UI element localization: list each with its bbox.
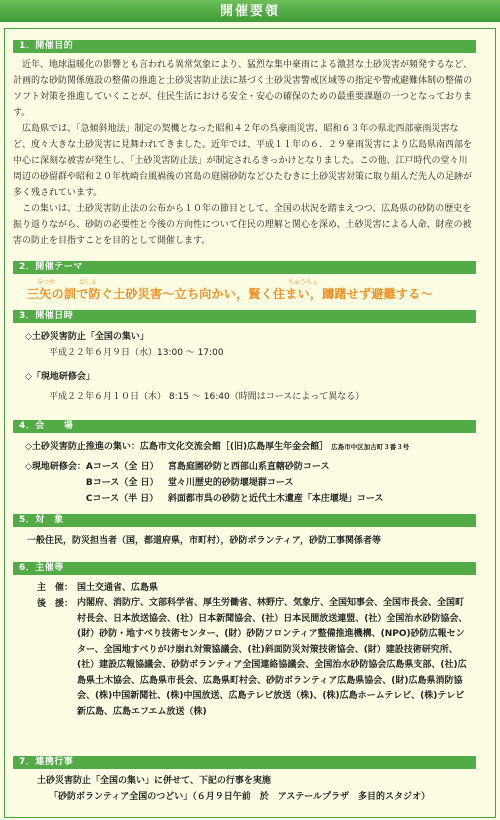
- section-organizers: [13, 562, 476, 720]
- event2-date: 平成２２年６月１０日（木） 8:15 〜 16:40（時間はコースによって異なる）: [49, 392, 365, 402]
- event2-name: ◇「現地研修会」: [25, 372, 95, 382]
- venue-address: 広島市中区加古町３番３号: [331, 443, 410, 451]
- support-label: 後 援：: [37, 599, 74, 609]
- section-purpose: [13, 40, 476, 249]
- venue-main: ◇土砂災害防止推進の集い：広島市文化交流会館［(旧)広島厚生年金会館］: [25, 442, 329, 452]
- ruby-mitsuya: みつや: [37, 279, 55, 286]
- course-desc: 斜面都市呉の砂防と近代土木遺産「本庄堰堤」コース: [167, 494, 384, 504]
- purpose-paragraph: 近年、地球温暖化の影響とも言われる異常気象により、猛烈な集中豪雨による激甚な土砂災害が頻発するなど、計画的な砂防関係施設の整備の推進と土砂災害防止法に基づく土砂災害警戒区域等の指定や警戒避難体制の整備のソフト対策を推進していくことが、住民生活における安全・安心の確保のための最重要課題の一つとなっております。: [13, 60, 473, 118]
- section-related-events: [13, 756, 476, 805]
- section-heading: 5．対 象: [13, 514, 476, 527]
- section-heading: 6．主催等: [13, 562, 476, 575]
- section-venue: [13, 420, 476, 507]
- host-text: 国土交通省、広島県: [77, 583, 159, 593]
- course-name: Bコース（全 日）: [85, 478, 159, 488]
- support-text: 内閣府、消防庁、文部科学省、厚生労働省、林野庁、気象庁、全国知事会、全国市長会、全国町村長会、日本放送協会、(社）日本新聞協会、(社）日本民間放送連盟、(社）全国治水砂防協会、(財）砂防・地すべり技術センター、(財）砂防フロンティア整備推進機構、(NPO)砂防広報センター、全国地すべりがけ崩れ対策協議会、(社)斜面防災対策技術協会、(財）建設技術研究所、(社）建設広報協議会、砂防ボランティア全国連絡協議会、全国治水砂防協会広島県支部、(社)広島県土木協会、広島県市長会、広島県町村会、砂防ボランティア広島県協会、(財)広島県消防協会、(株)中国新聞社、(株)中国放送、広島テレビ放送（株)、(株)広島ホームテレビ、(株)テレビ新広島、広島エフエム放送（株): [77, 598, 468, 717]
- event1-name: ◇土砂災害防止「全国の集い」: [25, 332, 149, 342]
- training-label: ◇現地研修会：: [25, 462, 86, 472]
- section-theme: [13, 261, 476, 308]
- section-target: [13, 514, 476, 549]
- section-datetime: [13, 310, 476, 405]
- section-heading: 3．開催日時: [13, 310, 476, 323]
- target-text: 一般住民，防災担当者（国，都道府県，市町村），砂防ボランティア，砂防工事関係者等: [27, 536, 382, 546]
- page-title: 開催要領: [219, 4, 280, 19]
- page-header: [0, 0, 500, 22]
- course-desc: 堂々川歴史的砂防堰堤群コース: [167, 478, 294, 488]
- section-heading: 7．連携行事: [13, 756, 476, 769]
- course-desc: 宮島庭園砂防と西部山系直轄砂防コース: [167, 462, 330, 472]
- purpose-paragraph: この集いは、土砂災害防止法の公布から１０年の節目として、全国の状況を踏まえつつ、広島県の砂防の歴史を振り返りながら、砂防の必要性と今後の方向性について住民の理解と関心を深め、土砂災害による人命、財産の被害の防止を目指すことを目的として開催します。: [13, 204, 472, 246]
- purpose-paragraph: 広島県では、「急傾斜地法」制定の契機となった昭和４２年の呉豪雨災害、昭和６３年の県北西部豪雨災害など、度々大きな土砂災害に見舞われてきました。近年では、平成１１年の６．２９豪雨災害により広島県南西部を中心に深刻な被害が発生し、「土砂災害防止法」が制定されるきっかけとなりました。この他、江戸時代の堂々川周辺の砂留群や昭和２０年枕崎台風禍後の宮島の庭園砂防などひたむきに土砂災害対策に取り組んだ先人の足跡が多く残されています。: [13, 124, 473, 198]
- host-label: 主 催：: [37, 583, 74, 593]
- organizer-table: [37, 580, 469, 720]
- related-event: 「砂防ボランティア全国のつどい」（６月９日午前 於 アステールプラザ 多目的スタジオ）: [49, 792, 431, 802]
- section-heading: 1．開催目的: [13, 40, 476, 53]
- event1-date: 平成２２年６月９日（水）13:00 〜 17:00: [49, 348, 224, 358]
- related-text: 土砂災害防止「全国の集い」に併せて、下記の行事を実施: [37, 776, 271, 786]
- section-heading: 2．開催テーマ: [13, 261, 476, 274]
- course-name: Aコース（全 日）: [85, 462, 159, 472]
- course-table: [25, 459, 383, 507]
- ruby-chucho: ちゅうちょ: [288, 279, 319, 286]
- section-heading: 4．会 場: [13, 420, 476, 433]
- ruby-oshie: おしえ: [79, 279, 98, 286]
- theme-text: 三矢の訓で防ぐ土砂災害〜立ち向かい，賢く住まい，躊躇せず避難する〜: [27, 287, 433, 301]
- course-name: Cコース（半 日）: [85, 494, 159, 504]
